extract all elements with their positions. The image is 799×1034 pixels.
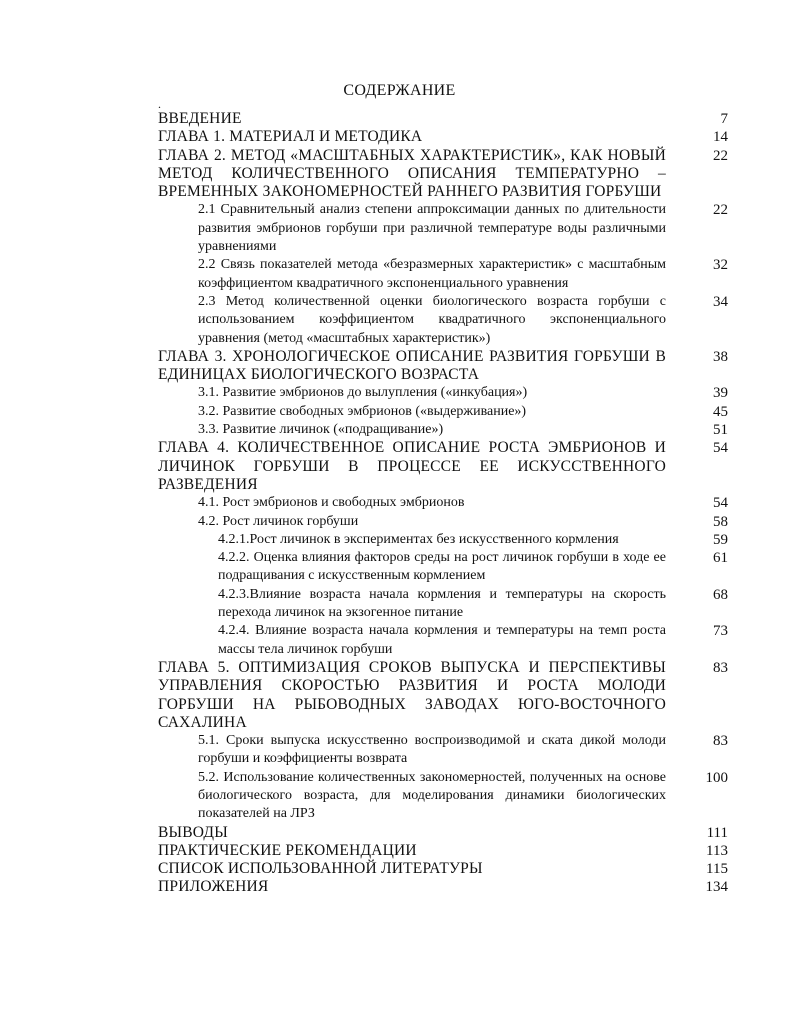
toc-entry-section-2-2[interactable] (158, 256, 728, 293)
toc-entry-page: 111 (706, 824, 728, 841)
toc-entry-text: 5.1. Сроки выпуска искусственно воспроизводимой и ската дикой молоди горбуши и коэффициенты возврата (198, 733, 666, 767)
toc-entry-page: 58 (713, 513, 728, 530)
toc-entry-page: 7 (720, 111, 728, 127)
toc-entry-section-3-2[interactable] (158, 403, 728, 421)
toc-entry-page: 34 (713, 293, 728, 310)
toc-entry-chapter-1[interactable] (158, 128, 728, 146)
toc-entry-page: 54 (713, 495, 728, 512)
toc-entry-section-5-2[interactable] (158, 769, 728, 824)
toc-entry-section-2-3[interactable] (158, 293, 728, 348)
toc-entry-text: 4.2. Рост личинок горбуши (198, 513, 359, 529)
toc-entry-page: 68 (713, 586, 728, 603)
toc-entry-section-4-2[interactable] (158, 513, 728, 531)
toc-entry-page: 59 (713, 531, 728, 548)
toc-entry-text: ПРАКТИЧЕСКИЕ РЕКОМЕНДАЦИИ (158, 841, 417, 859)
toc-entry-section-4-2-3[interactable] (158, 586, 728, 623)
toc-entry-appendices[interactable] (158, 878, 728, 896)
toc-entry-page: 22 (713, 202, 728, 219)
toc-entry-text: ГЛАВА 2. МЕТОД «МАСШТАБНЫХ ХАРАКТЕРИСТИК», КАК НОВЫЙ МЕТОД КОЛИЧЕСТВЕННОГО ОПИСАНИЯ ТЕМПЕРАТУРНО – ВРЕМЕННЫХ ЗАКОНОМЕРНОСТЕЙ РАННЕГО РАЗВИТИЯ ГОРБУШИ (158, 146, 666, 201)
toc-entry-section-2-1[interactable] (158, 201, 728, 256)
toc-entry-page: 39 (713, 385, 728, 402)
toc-entry-references[interactable] (158, 860, 728, 878)
toc-entry-text: 5.2. Использование количественных закономерностей, полученных на основе биологического возраста, для моделирования динамики биологических показателей на ЛРЗ (198, 769, 666, 822)
page-title: СОДЕРЖАНИЕ (343, 82, 456, 99)
toc-entry-text: 4.2.3.Влияние возраста начала кормления и температуры на скорость перехода личинок на экзогенное питание (218, 586, 666, 621)
toc-entry-page: 134 (705, 879, 728, 896)
toc-entry-page: 45 (713, 403, 728, 420)
toc-entry-text: 2.3 Метод количественной оценки биологического возраста горбуши с использованием коэффициентом квадратичного экспоненциального уравнения (метод «масштабных характеристик») (198, 293, 666, 346)
toc-entry-chapter-4[interactable] (158, 439, 728, 494)
toc-entry-section-4-2-1[interactable] (158, 531, 728, 549)
stray-mark: . (158, 97, 161, 111)
toc-entry-section-4-2-2[interactable] (158, 549, 728, 586)
toc-entry-page: 61 (713, 550, 728, 567)
toc-entry-page: 113 (706, 842, 728, 859)
toc-entry-page: 14 (713, 129, 728, 146)
toc-entry-page: 100 (705, 769, 728, 786)
toc-entry-text: 4.2.1.Рост личинок в экспериментах без искусственного кормления (218, 531, 619, 547)
toc-entry-page: 32 (713, 257, 728, 274)
toc-entry-text: 4.2.2. Оценка влияния факторов среды на рост личинок горбуши в ходе ее подращивания с искусственным кормлением (218, 550, 666, 584)
toc-entry-text: ГЛАВА 1. МАТЕРИАЛ И МЕТОДИКА (158, 128, 423, 146)
toc-entry-chapter-3[interactable] (158, 348, 728, 385)
toc-entry-text: ВЫВОДЫ (158, 823, 228, 841)
toc-entry-section-3-1[interactable] (158, 384, 728, 402)
toc-entry-page: 83 (713, 659, 728, 676)
toc-entry-text: 2.1 Сравнительный анализ степени аппроксимации данных по длительности развития эмбрионов горбуши при различной температуре воды различными уравнениями (198, 202, 666, 255)
toc-entry-introduction[interactable] (158, 110, 728, 128)
toc-entry-page: 51 (713, 422, 728, 439)
toc-entry-page: 73 (713, 623, 728, 640)
toc-entry-text: СПИСОК ИСПОЛЬЗОВАННОЙ ЛИТЕРАТУРЫ (158, 860, 483, 878)
toc-entry-text: 3.1. Развитие эмбрионов до вылупления («инкубация») (198, 385, 528, 401)
toc-entry-conclusions[interactable] (158, 824, 728, 842)
toc-entry-text: ГЛАВА 3. ХРОНОЛОГИЧЕСКОЕ ОПИСАНИЕ РАЗВИТИЯ ГОРБУШИ В ЕДИНИЦАХ БИОЛОГИЧЕСКОГО ВОЗРАСТА (158, 347, 666, 384)
toc-entry-text: ГЛАВА 5. ОПТИМИЗАЦИЯ СРОКОВ ВЫПУСКА И ПЕРСПЕКТИВЫ УПРАВЛЕНИЯ СКОРОСТЬЮ РАЗВИТИЯ И РОСТА МОЛОДИ ГОРБУШИ НА РЫБОВОДНЫХ ЗАВОДАХ ЮГО-ВОСТОЧНОГО САХАЛИНА (158, 658, 666, 731)
toc-entry-text: ПРИЛОЖЕНИЯ (158, 878, 269, 896)
toc-entry-chapter-5[interactable] (158, 659, 728, 732)
toc-entry-recommendations[interactable] (158, 842, 728, 860)
toc-entry-page: 83 (713, 733, 728, 750)
toc-entry-chapter-2[interactable] (158, 147, 728, 202)
toc-entry-section-4-1[interactable] (158, 494, 728, 512)
toc-entry-text: ГЛАВА 4. КОЛИЧЕСТВЕННОЕ ОПИСАНИЕ РОСТА ЭМБРИОНОВ И ЛИЧИНОК ГОРБУШИ В ПРОЦЕССЕ ЕЕ ИСКУССТВЕННОГО РАЗВЕДЕНИЯ (158, 439, 666, 493)
toc-entry-text: 4.2.4. Влияние возраста начала кормления и температуры на темп роста массы тела личинок горбуши (218, 623, 666, 657)
toc-entry-page: 115 (706, 861, 728, 878)
toc-entry-text: 2.2 Связь показателей метода «безразмерных характеристик» с масштабным коэффициентом квадратичного экспоненциального уравнения (198, 257, 666, 291)
toc-entry-page: 38 (713, 348, 728, 365)
toc-entry-text: 3.3. Развитие личинок («подращивание») (198, 422, 444, 438)
toc-entry-page: 54 (713, 440, 728, 457)
toc-entry-text: ВВЕДЕНИЕ (158, 110, 242, 127)
toc-entry-section-5-1[interactable] (158, 732, 728, 769)
toc-entry-text: 4.1. Рост эмбрионов и свободных эмбрионов (198, 495, 465, 511)
toc-entry-text: 3.2. Развитие свободных эмбрионов («выдерживание») (198, 403, 527, 419)
toc-entry-section-3-3[interactable] (158, 421, 728, 439)
toc-entry-section-4-2-4[interactable] (158, 622, 728, 659)
toc-entry-page: 22 (713, 147, 728, 164)
table-of-contents (158, 110, 728, 897)
